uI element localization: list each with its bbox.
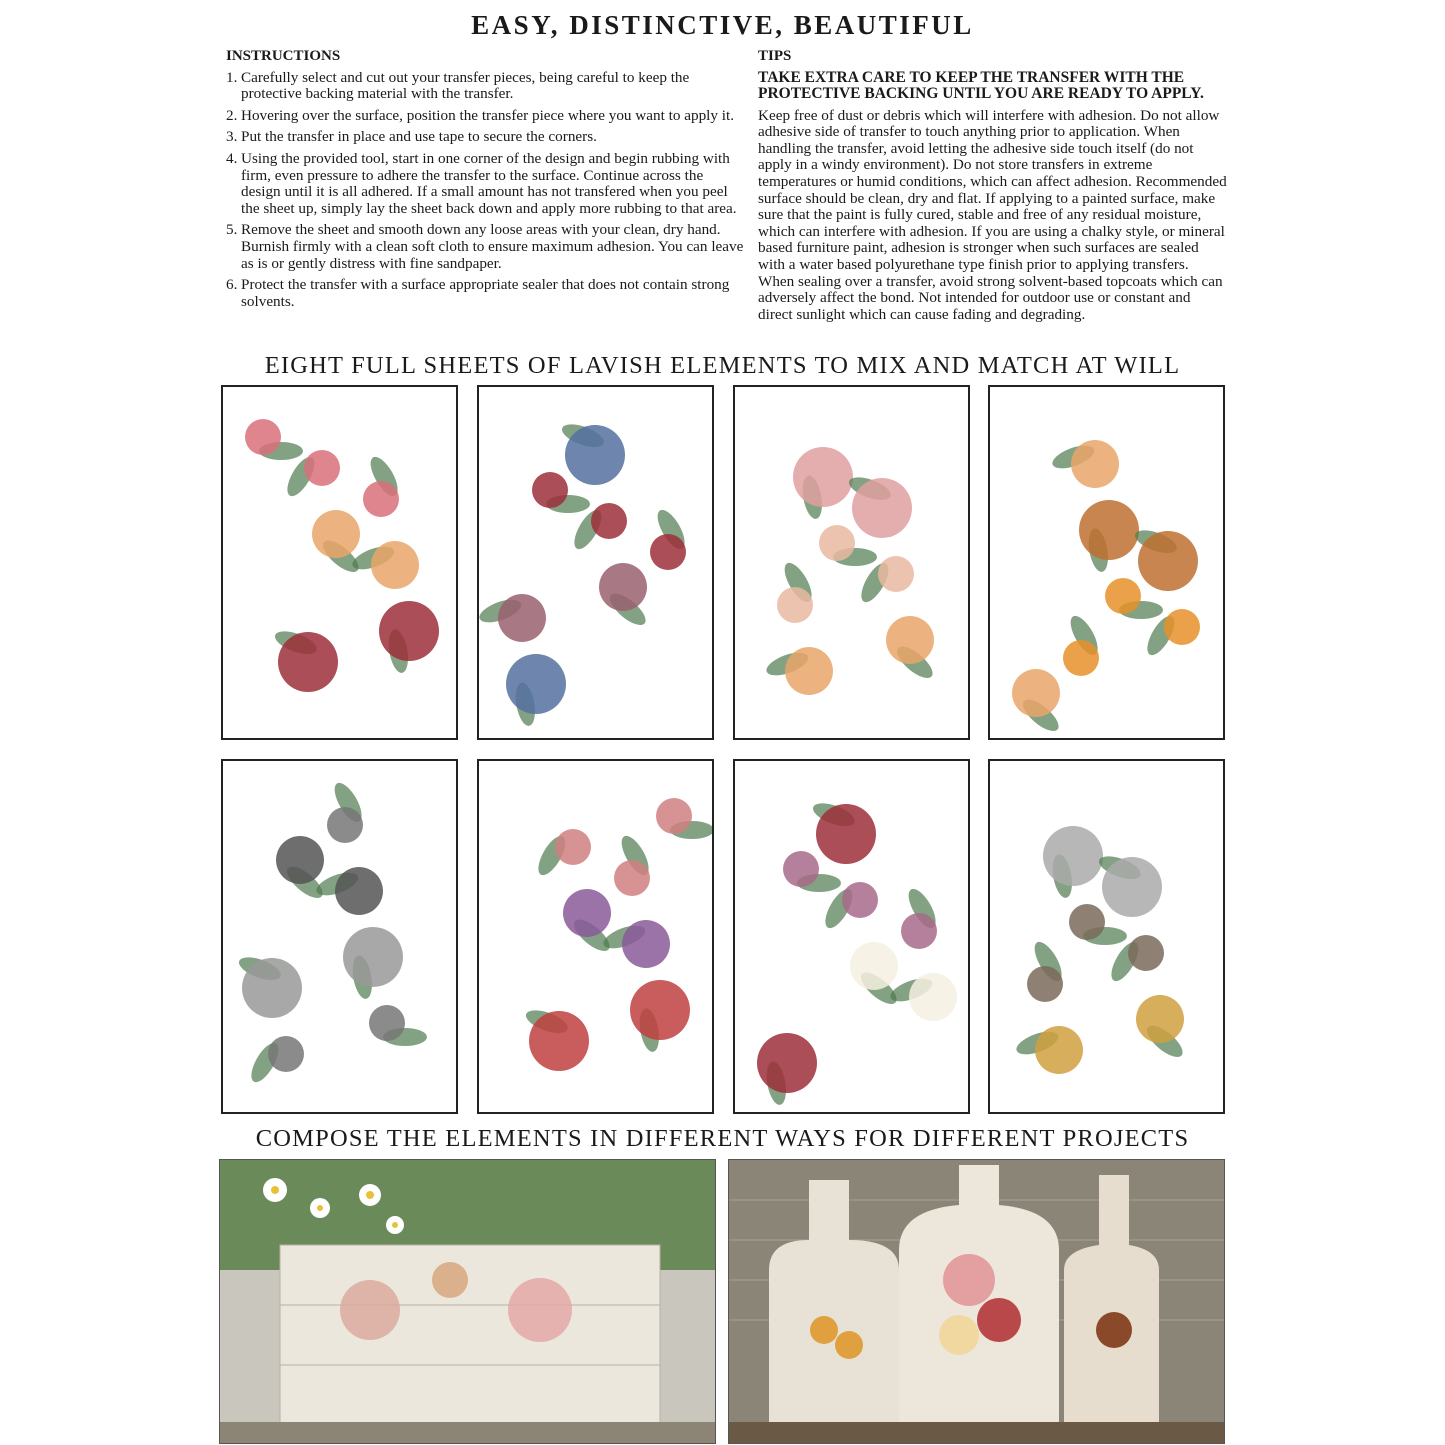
cutting-boards-illustration [729, 1160, 1225, 1444]
crate-illustration [220, 1160, 716, 1444]
instruction-step [226, 277, 746, 310]
tips-section [758, 48, 1228, 323]
instruction-step [226, 108, 746, 125]
sheet-artwork [479, 761, 712, 1112]
sheet-artwork [479, 387, 712, 738]
rooster-busts-sheet [988, 759, 1225, 1114]
step-text: Remove the sheet and smooth down any loose areas with your clean, dry hand. Burnish firmly with a clean soft cloth to ensure maximum adhesion. You can leave as is or gently distress with fine sandpaper. [241, 221, 744, 272]
instructions-list [226, 70, 746, 311]
step-number: 4. [226, 149, 238, 167]
tips-subheading: TAKE EXTRA CARE TO KEEP THE TRANSFER WITH THE PROTECTIVE BACKING UNTIL YOU ARE READY TO APPLY. [758, 68, 1204, 103]
sheets-heading: EIGHT FULL SHEETS OF LAVISH ELEMENTS TO MIX AND MATCH AT WILL [264, 352, 1181, 379]
instruction-step [226, 129, 746, 146]
sheet-artwork [990, 387, 1223, 738]
step-number: 6. [226, 276, 238, 294]
tips-body: Keep free of dust or debris which will interfere with adhesion. Do not allow adhesive side of transfer to touch anything prior to application. When handling the transfer, avoid letting the adhesive side touch itself (do not apply in a windy environment). Do not store transfers in extreme temperatures or humid conditions, which can affect adhesion. Recommended surface should be clean, dry and flat. If applying to a painted surface, make sure that the paint is fully cured, stable and free of any residual moisture, which can interfere with adhesion. If you are using a chalky style, or mineral based furniture paint, adhesion is stronger when such surfaces are sealed with a water based polyurethane type finish prior to applying transfers. When sealing over a transfer, avoid strong solvent-based topcoats which can adversely affect the bond. Not intended for outdoor use or constant and direct sunlight which can cause fading and degrading. [758, 106, 1227, 323]
sheet-artwork [990, 761, 1223, 1112]
step-number: 2. [226, 106, 238, 124]
step-text: Protect the transfer with a surface appropriate sealer that does not contain strong solvents. [241, 276, 730, 310]
step-text: Put the transfer in place and use tape to secure the corners. [241, 128, 597, 146]
ephemera-peaches-sheet [988, 385, 1225, 740]
sheet-artwork [223, 387, 456, 738]
tips-heading: TIPS [758, 48, 792, 64]
step-text: Carefully select and cut out your transfer pieces, being careful to keep the protective backing material with the transfer. [241, 68, 690, 103]
step-number: 3. [226, 128, 238, 146]
sheet-artwork [223, 761, 456, 1112]
rose-bouquet-sheet [221, 385, 458, 740]
french-ephemera-wreath-sheet [477, 759, 714, 1114]
step-number: 1. [226, 68, 238, 86]
crate-project-photo [219, 1159, 716, 1444]
instructions-heading: INSTRUCTIONS [226, 48, 341, 64]
sheet-artwork [735, 387, 968, 738]
page-title: EASY, DISTINCTIVE, BEAUTIFUL [471, 10, 974, 40]
cutting-boards-project-photo [728, 1159, 1225, 1444]
sheet-artwork [735, 761, 968, 1112]
step-text: Hovering over the surface, position the transfer piece where you want to apply it. [241, 106, 735, 124]
wildflower-butterfly-sheet [477, 385, 714, 740]
typography-flowers-sheet [733, 759, 970, 1114]
instruction-step [226, 222, 746, 272]
instruction-step [226, 70, 746, 103]
instruction-step [226, 151, 746, 217]
floral-arrangements-sheet [733, 385, 970, 740]
instructions-section [226, 48, 746, 315]
step-text: Using the provided tool, start in one corner of the design and begin rubbing with firm, even pressure to adhere the transfer to the surface. Continue across the design until it is all adhered. If a small amount has not transfered when you peel the sheet up, simply lay the sheet back down and apply more rubbing to that area. [241, 149, 737, 217]
botanical-landscape-sheet [221, 759, 458, 1114]
step-number: 5. [226, 221, 238, 239]
compose-heading: COMPOSE THE ELEMENTS IN DIFFERENT WAYS FOR DIFFERENT PROJECTS [255, 1125, 1190, 1152]
